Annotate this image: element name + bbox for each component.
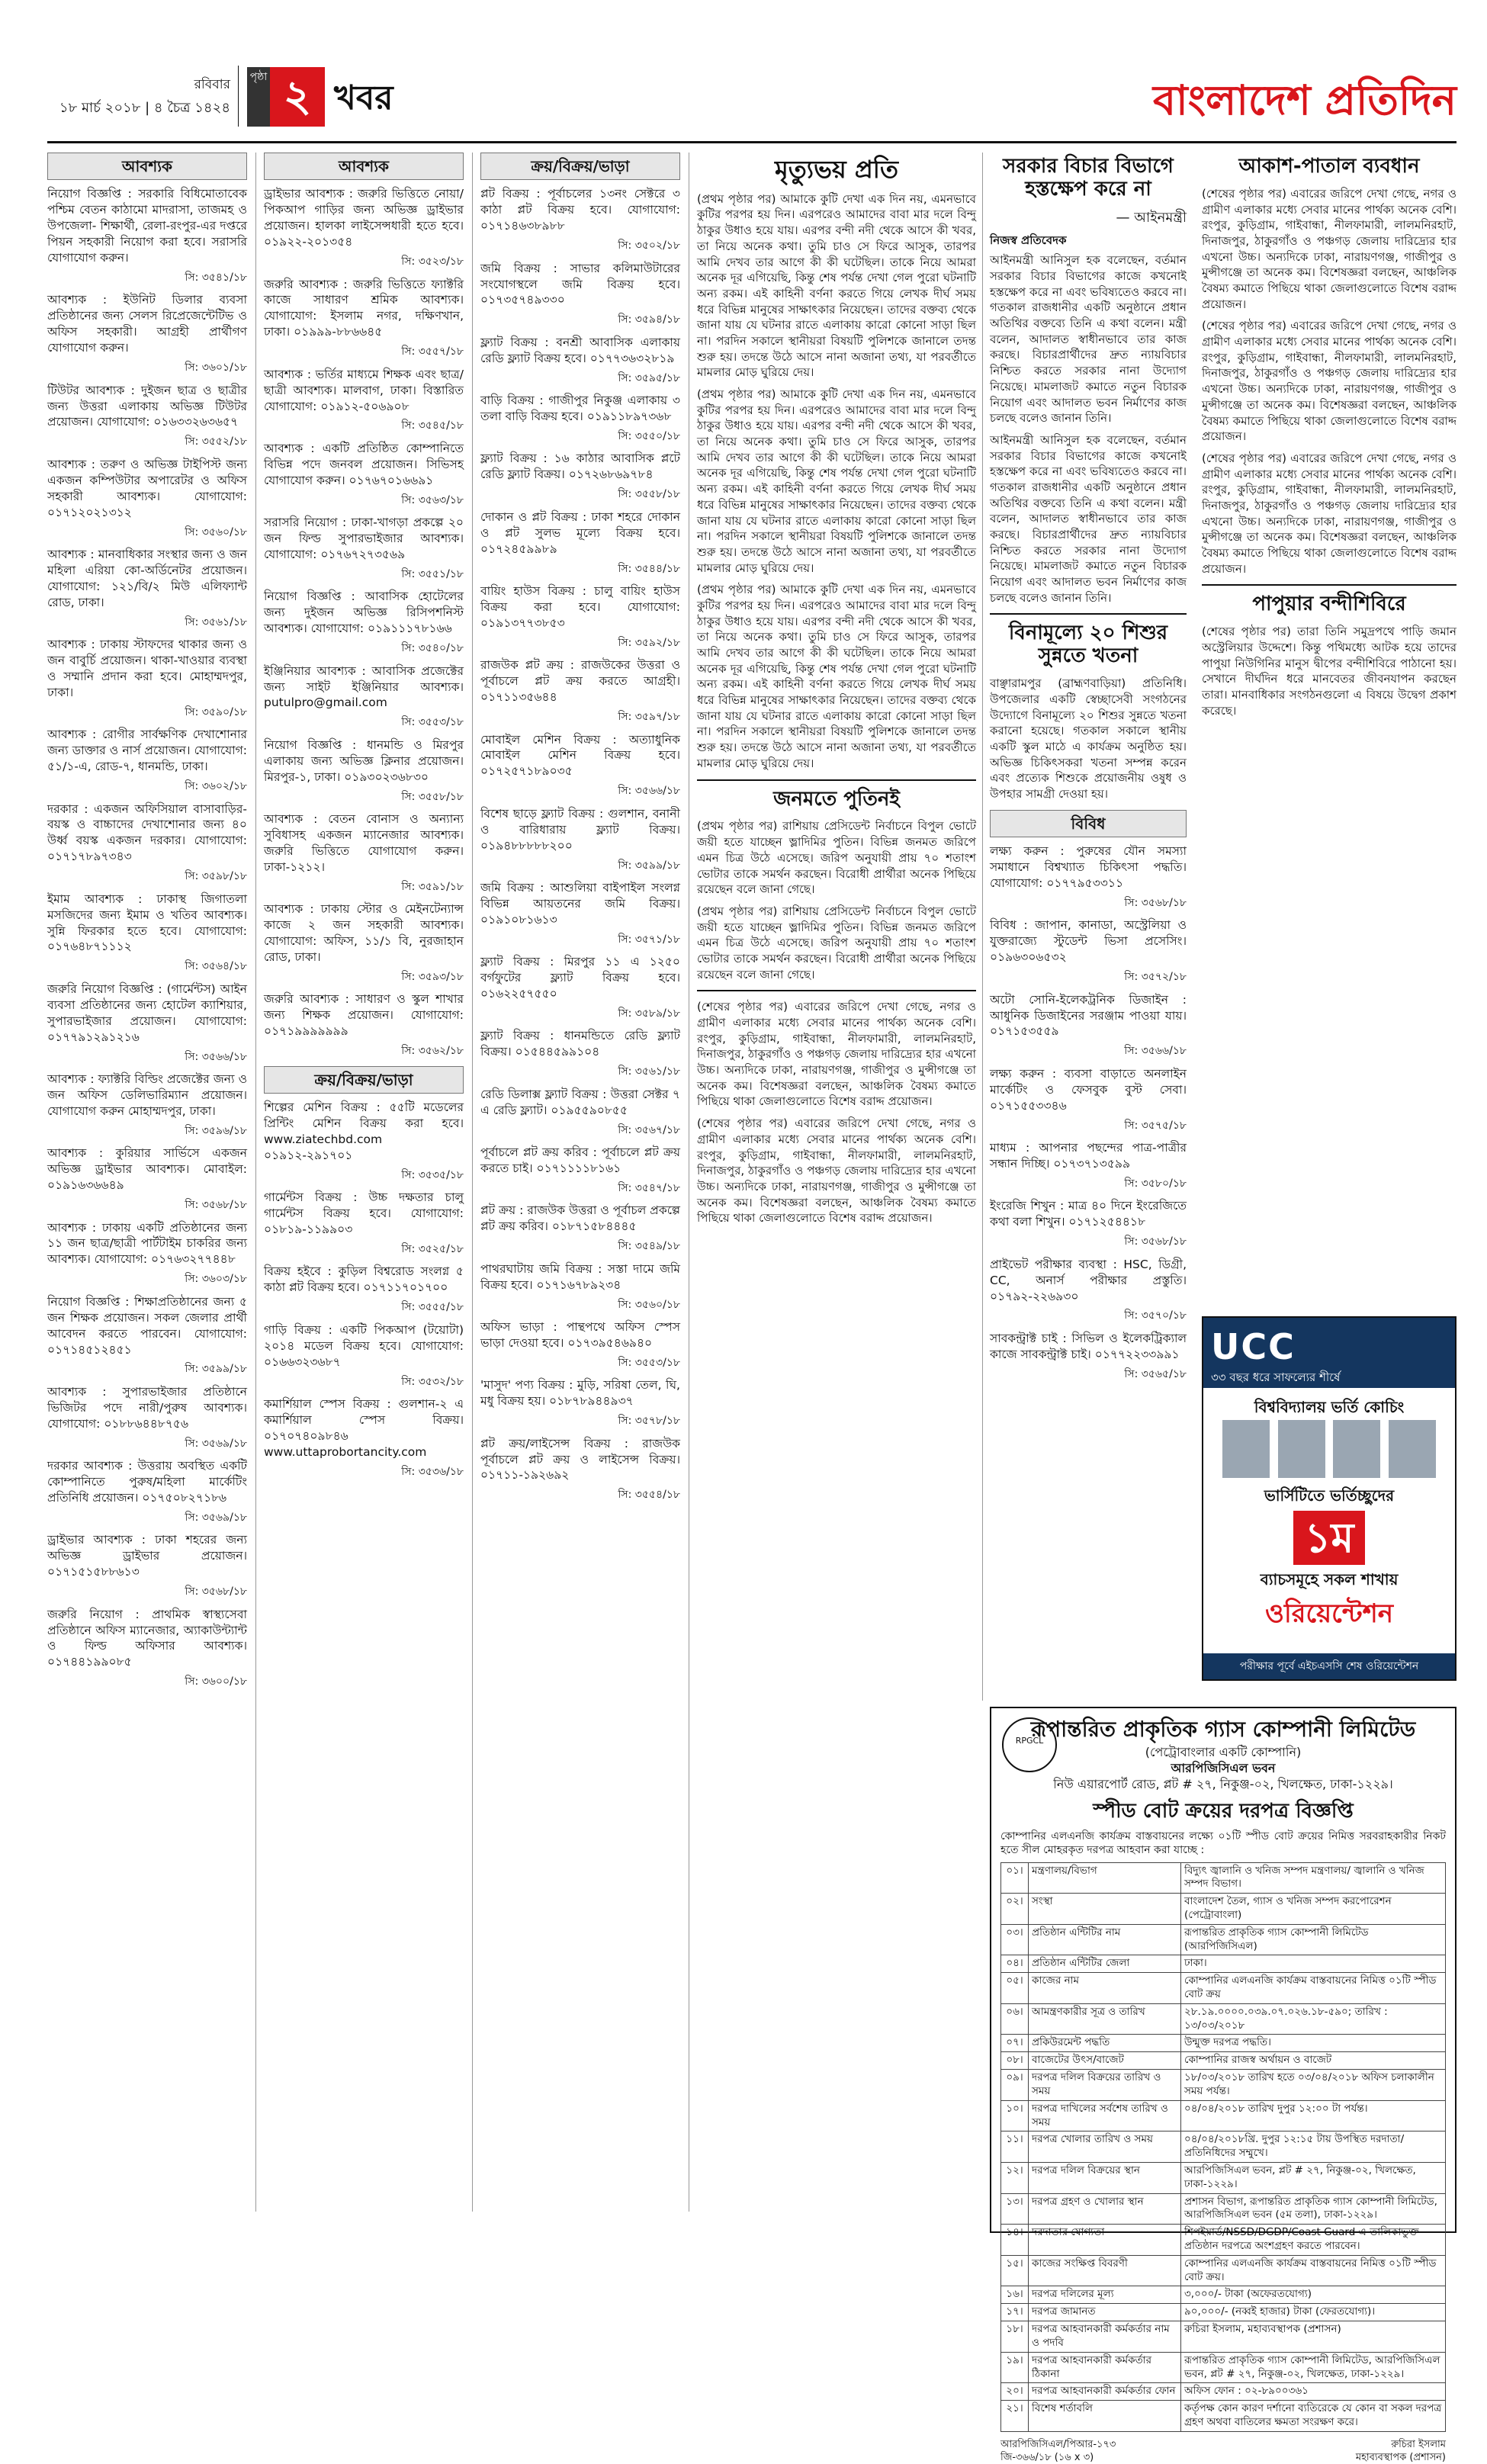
table-cell: দরদাতার যোগ্যতা <box>1029 2225 1181 2256</box>
headline: সরকার বিচার বিভাগে হস্তক্ষেপ করে না <box>1003 155 1174 201</box>
ad-code: সি: ৩৫৭২/১৮ <box>1124 971 1187 984</box>
table-cell: ০৪/০৪/২০১৮ তারিখ দুপুর ১২:০০ টা পর্যন্ত। <box>1181 2100 1446 2132</box>
ad-code: সি: ৩৫৬৯/১৮ <box>185 1437 247 1450</box>
table-cell: ১৮। <box>1001 2321 1029 2353</box>
ad-code: সি: ৩৫৬৯/১৮ <box>185 1511 247 1524</box>
table-cell: ১২। <box>1001 2162 1029 2193</box>
ad-code: সি: ৩৫৬৮/১৮ <box>185 1585 247 1598</box>
table-cell: মন্ত্রণালয়/বিভাগ <box>1029 1862 1181 1894</box>
table-row <box>1001 2304 1446 2321</box>
table-row <box>1001 2225 1446 2256</box>
company-name: রূপান্তরিত প্রাকৃতিক গ্যাস কোম্পানী লিমিটেড <box>1030 1717 1416 1742</box>
table-cell: প্রকিউরমেন্ট পদ্ধতি <box>1029 2035 1181 2052</box>
section-title: খবর <box>334 79 393 117</box>
ad-code: সি: ৩৫৯৩/১৮ <box>401 970 464 983</box>
classified-ad: প্লট ক্রয়/লাইসেন্স বিক্রয় : রাজউক পূর্বাচলে প্লট ক্রয় ও লাইসেন্স বিক্রয়। ০১৭১১-১৯২৬৯২ <box>480 1436 680 1483</box>
classified-ad: জরুরি নিয়োগ বিজ্ঞপ্তি : (গার্মেন্টস) আইন ব্যবসা প্রতিষ্ঠানের জন্য হোটেল ক্যাশিয়ার, সুপারভাইজার প্রয়োজন। যোগাযোগ: ০১৭৭৯১২৯১২১৬ <box>47 981 247 1044</box>
table-cell: দরপত্র দলিল বিক্রয়ের স্থান <box>1029 2162 1181 2193</box>
ad-code: সি: ৩৬০০/১৮ <box>185 1675 247 1688</box>
classified-ad: নিয়োগ বিজ্ঞপ্তি : সরকারি বিধিমোতাবেক পশ্চিম বেতন কাঠামো মাদরাসা, তাজমহ ও উপজেলা- শিক্ষার্থী, রেলা-রংপুর-এর দপ্তরে পিয়ন সহকারী নিয়োগ করা হবে। সরাসরি যোগাযোগ করুন। <box>47 187 247 265</box>
table-cell: ০৪। <box>1001 1955 1029 1973</box>
classified-ad: আবশ্যক : ঢাকায় স্টাফদের থাকার জন্য ও জন বাবুর্চি প্রয়োজন। থাকা-খাওয়ার ব্যবস্থা ও সম্মানি প্রদান করা হবে। মোহাম্মদপুর, ঢাকা। <box>47 638 247 699</box>
classified-ad: আবশ্যক : ফ্যাক্টরি বিল্ডিং প্রজেক্টের জন্য ও জন অফিস ডেলিভারিম্যান প্রয়োজন। যোগাযোগ করুন মোহাম্মদপুর, ঢাকা। <box>47 1072 247 1118</box>
table-row <box>1001 2383 1446 2401</box>
ad-code: সি: ৩৫৯৪/১৮ <box>618 313 680 326</box>
table-row <box>1001 1862 1446 1894</box>
classified-ad: বাড়ি বিক্রয় : গাজীপুর নিকুঞ্জ এলাকায় ৩ তলা বাড়ি বিক্রয় হবে। ০১৯১১৮৯৭৩৬৮ <box>480 394 680 424</box>
ad-code: সি: ৩৫৫০/১৮ <box>618 430 680 443</box>
ad-code: সি: ৩৬০২/১৮ <box>185 780 247 793</box>
table-cell: ০২। <box>1001 1894 1029 1925</box>
table-cell: কাজের সংক্ষিপ্ত বিবরণী <box>1029 2255 1181 2286</box>
table-cell: ২১। <box>1001 2401 1029 2432</box>
ad-code: সি: ৩৫৪০/১৮ <box>401 642 464 655</box>
table-cell: কোম্পানির এলএনজি কার্যক্রম বাস্তবায়নের নিমিত্ত ০১টি স্পীড বোট ক্রয়। <box>1181 2255 1446 2286</box>
table-row <box>1001 2132 1446 2163</box>
classified-ad: 'মাসুদ' পণ্য বিক্রয় : মুড়ি, সরিষা তেল, ঘি, মধু বিক্রয় হয়। ০১৮৭৮৯৪৪৯৩৭ <box>480 1378 680 1409</box>
table-cell: ঢাকা। <box>1181 1955 1446 1973</box>
classified-ad: মোবাইল মেশিন বিক্রয় : অত্যাধুনিক মোবাইল মেশিন বিক্রয় হবে। ০১৭২৫৭১৮৯০৩৫ <box>480 732 680 779</box>
table-cell: কাজের নাম <box>1029 1973 1181 2004</box>
byline: নিজস্ব প্রতিবেদক <box>990 233 1067 247</box>
student-photo <box>1278 1420 1325 1478</box>
article-body: (শেষের পৃষ্ঠার পর) এবারের জরিপে দেখা গেছে, নগর ও গ্রামীণ এলাকার মধ্যে সেবার মানের পার্থক্য অনেক বেশি। রংপুর, কুড়িগ্রাম, গাইবান্ধা, নীলফামারী, লালমনিরহাট, দিনাজপুর, ঠাকুরগাঁও ও পঞ্চগড় জেলায় দারিদ্র্যের হার এখনো উচ্চ। অন্যদিকে ঢাকা, নারায়ণগঞ্জ, গাজীপুর ও মুন্সীগঞ্জে তা অনেক কম। বিশেষজ্ঞরা বলছেন, আঞ্চলিক বৈষম্য কমাতে পিছিয়ে থাকা জেলাগুলোতে বিশেষ বরাদ্দ প্রয়োজন। <box>697 1116 976 1226</box>
table-cell: দরপত্র দলিলের মূল্য <box>1029 2286 1181 2304</box>
ad-code: সি: ৩৫৭০/১৮ <box>1124 1309 1187 1322</box>
article-body: (প্রথম পৃষ্ঠার পর) রাশিয়ায় প্রেসিডেন্ট নির্বাচনে বিপুল ভোটে জয়ী হতে যাচ্ছেন ভ্লাদিমির পুতিন। বিভিন্ন জনমত জরিপে এমন চিত্র উঠে এসেছে। জরিপ অনুযায়ী প্রায় ৭০ শতাংশ ভোটার তাকে সমর্থন করছেন। বিরোধী প্রার্থীরা অনেক পিছিয়ে রয়েছেন বলে জানা গেছে। <box>697 904 976 981</box>
classified-ad: ফ্ল্যাট বিক্রয় : ধানমন্ডিতে রেডি ফ্ল্যাট বিক্রয়। ০১৫৪৪৫৯৯১০৪ <box>480 1029 680 1059</box>
ad-code: সি: ৩৫৬১/১৮ <box>618 1065 680 1078</box>
ad-code: সি: ৩৫৭৮/১৮ <box>618 1415 680 1428</box>
ad-code: সি: ৩৫৪৫/১৮ <box>401 419 464 432</box>
ref-code: আরপিজিসিএল/পিআর-১৭৩ <box>1000 2438 1116 2450</box>
column-heading: আবশ্যক <box>47 153 247 180</box>
divider <box>697 990 976 991</box>
ad-code: সি: ৩৫৮০/১৮ <box>1124 1177 1187 1190</box>
table-row <box>1001 2035 1446 2052</box>
table-row <box>1001 1973 1446 2004</box>
classified-list <box>264 1100 464 1479</box>
classified-ad: আবশ্যক : মানবাধিকার সংস্থার জন্য ও জন মহিলা এরিয়া কো-অর্ডিনেটর প্রয়োজন। যোগাযোগ: ১২১/বি/২ মিউ এলিফ্যান্ট রোড, ঢাকা। <box>47 548 247 609</box>
ad-code: সি: ৩৬০১/১৮ <box>185 361 247 374</box>
table-row <box>1001 2321 1446 2353</box>
headline: জনমতে পুতিনই <box>773 787 900 811</box>
tender-notice <box>990 1707 1456 2463</box>
classified-ad: অফিস ভাড়া : পান্থপথে অফিস স্পেস ভাড়া দেওয়া হবে। ০১৭৩৯৫৪৬৯৪০ <box>480 1320 680 1350</box>
classified-ad: অটো সোনি-ইলেকট্রনিক ডিজাইন : আধুনিক ডিজাইনের সরঞ্জাম পাওয়া যায়। ০১৭১৫৩৫৫৯ <box>990 992 1187 1039</box>
classified-ad: জরুরি নিয়োগ : প্রাথমিক স্বাস্থ্যসেবা প্রতিষ্ঠানে অফিস ম্যানেজার, অ্যাকাউন্ট্যান্ট ও ফিল্ড অফিসার আবশ্যক। ০১৭৪৪১৯৯০৮৫ <box>47 1607 247 1669</box>
table-cell: ৯০,০০০/- (নব্বই হাজার) টাকা (ফেরতযোগ্য)। <box>1181 2304 1446 2321</box>
ucc-line: বিশ্ববিদ্যালয় ভর্তি কোচিং <box>1254 1398 1405 1416</box>
ad-code: সি: ৩৫৯০/১৮ <box>185 705 247 718</box>
table-cell: বিশেষ শর্তাবলি <box>1029 2401 1181 2432</box>
issue-date: ১৮ মার্চ ২০১৮ | ৪ চৈত্র ১৪২৪ <box>59 100 230 116</box>
classified-ad: আবশ্যক : ভর্তির মাধ্যমে শিক্ষক এবং ছাত্র/ছাত্রী আবশ্যক। মালবাগ, ঢাকা। বিস্তারিত যোগাযোগ: ০১৯১২-৫০৬৯০৮ <box>264 367 464 413</box>
column-heading: ক্রয়/বিক্রয়/ভাড়া <box>264 1066 464 1094</box>
student-photo <box>1389 1420 1436 1478</box>
table-cell: শিপইয়ার্ড/NSSD/DGDP/Coast Guard এ তালিকাভুক্ত প্রতিষ্ঠান দরপত্রে অংশগ্রহণ করতে পারবেন। <box>1181 2225 1446 2256</box>
table-cell: কোম্পানির রাজস্ব অর্থায়ন ও বাজেট <box>1181 2052 1446 2070</box>
classified-ad: কমার্শিয়াল স্পেস বিক্রয় : গুলশান-২ এ কমার্শিয়াল স্পেস বিক্রয়। ০১৭০৭৪০৯৮৪৬ www.uttaprobortancity.com <box>264 1396 464 1459</box>
table-cell: ২০। <box>1001 2383 1029 2401</box>
ad-code: সি: ৩৫৮৯/১৮ <box>618 1007 680 1020</box>
table-cell: ১৪। <box>1001 2225 1029 2256</box>
signatory-title: মহাব্যবস্থাপক (প্রশাসন) <box>1355 2451 1446 2463</box>
classified-ad: নিয়োগ বিজ্ঞপ্তি : শিক্ষাপ্রতিষ্ঠানের জন্য ৫ জন শিক্ষক প্রয়োজন। সকল জেলার প্রার্থী আবেদন করতে পারবেন। যোগাযোগ: ০১৭১৪৫১২৪৫১ <box>47 1294 247 1357</box>
classified-ad: দরকার আবশ্যক : উত্তরায় অবস্থিত একটি কোম্পানিতে পুরুষ/মহিলা মার্কেটিং প্রতিনিধি প্রয়োজন। ০১৭৫০৮২৭১৮৬ <box>47 1459 247 1505</box>
ucc-tagline: ৩৩ বছর ধরে সাফল্যের শীর্ষে <box>1211 1370 1341 1384</box>
table-cell: রূপান্তরিত প্রাকৃতিক গ্যাস কোম্পানী লিমিটেড (আরপিজিসিএল) <box>1181 1924 1446 1955</box>
classified-list <box>47 186 247 1688</box>
classified-ad: ফ্ল্যাট বিক্রয় : মিরপুর ১১ এ ১২৫০ বর্গফুটের ফ্ল্যাট বিক্রয় হবে। ০১৬২২৫৭৫৫০ <box>480 955 680 1001</box>
ad-code: সি: ৩৫৭১/১৮ <box>618 933 680 946</box>
table-cell: কর্তৃপক্ষ কোন কারণ দর্শানো ব্যতিরেকে যে কোন বা সকল দরপত্র গ্রহণ অথবা বাতিলের ক্ষমতা সংরক্ষণ করে। <box>1181 2401 1446 2432</box>
ad-code: সি: ৩৫৬০/১৮ <box>618 1298 680 1311</box>
ucc-line: ভার্সিটিতে ভর্তিচ্ছুদের <box>1264 1486 1395 1505</box>
classified-ad: গার্মেন্টস বিক্রয় : উচ্চ দক্ষতার চালু গার্মেন্টস বিক্রয় হবে। যোগাযোগ: ০১৮১৯-১১৯৯০৩ <box>264 1190 464 1237</box>
table-cell: প্রতিষ্ঠান এন্টিটির জেলা <box>1029 1955 1181 1973</box>
column-rule <box>472 153 473 2212</box>
ad-code: সি: ৩৫৫১/১৮ <box>401 567 464 580</box>
table-cell: আমন্ত্রণকারীর সূত্র ও তারিখ <box>1029 2003 1181 2035</box>
ad-code: সি: ৩৫২৩/১৮ <box>401 255 464 268</box>
ucc-orientation: ওরিয়েন্টেশন <box>1265 1598 1393 1630</box>
classified-ad: লক্ষ্য করুন : ব্যবসা বাড়াতে অনলাইন মার্কেটিং ও ফেসবুক বুস্ট সেবা। ০১৭১৫৫৩৩৪৬ <box>990 1066 1187 1113</box>
classified-ad: ড্রাইভার আবশ্যক : ঢাকা শহরের জন্য অভিজ্ঞ ড্রাইভার প্রয়োজন। ০১৭১৫১৫৮৮৬১৩ <box>47 1533 247 1579</box>
classified-column-c <box>480 153 680 1510</box>
article-body: আইনমন্ত্রী আনিসুল হক বলেছেন, বর্তমান সরকার বিচার বিভাগের কাজে কখনোই হস্তক্ষেপ করে না এবং ভবিষ্যতেও করবে না। গতকাল রাজধানীর একটি অনুষ্ঠানে প্রধান অতিথির বক্তব্যে তিনি এ কথা বলেন। মন্ত্রী বলেন, আদালত স্বাধীনভাবে তার কাজ করছে। বিচারপ্রার্থীদের দ্রুত ন্যায়বিচার নিশ্চিত করতে সরকার নানা উদ্যোগ নিয়েছে। মামলাজট কমাতে নতুন বিচারক নিয়োগ এবং আদালত ভবন নির্মাণের কাজ চলছে বলেও জানান তিনি। <box>990 253 1187 426</box>
table-cell: দরপত্র আহবানকারী কর্মকর্তার নাম ও পদবি <box>1029 2321 1181 2353</box>
table-cell: প্রশাসন বিভাগ, রূপান্তরিত প্রাকৃতিক গ্যাস কোম্পানী লিমিটেড, আরপিজিসিএল ভবন (৫ম তলা), ঢাকা-১২২৯। <box>1181 2193 1446 2225</box>
article-body: (শেষের পৃষ্ঠার পর) এবারের জরিপে দেখা গেছে, নগর ও গ্রামীণ এলাকার মধ্যে সেবার মানের পার্থক্য অনেক বেশি। রংপুর, কুড়িগ্রাম, গাইবান্ধা, নীলফামারী, লালমনিরহাট, দিনাজপুর, ঠাকুরগাঁও ও পঞ্চগড় জেলায় দারিদ্র্যের হার এখনো উচ্চ। অন্যদিকে ঢাকা, নারায়ণগঞ্জ, গাজীপুর ও মুন্সীগঞ্জে তা অনেক কম। বিশেষজ্ঞরা বলছেন, আঞ্চলিক বৈষম্য কমাতে পিছিয়ে থাকা জেলাগুলোতে বিশেষ বরাদ্দ প্রয়োজন। <box>1202 186 1456 311</box>
ad-code: সি: ৩৫২৫/১৮ <box>401 1242 464 1255</box>
newspaper-logo: বাংলাদেশ প্রতিদিন <box>1153 75 1456 124</box>
article-body: (শেষের পৃষ্ঠার পর) এবারের জরিপে দেখা গেছে, নগর ও গ্রামীণ এলাকার মধ্যে সেবার মানের পার্থক্য অনেক বেশি। রংপুর, কুড়িগ্রাম, গাইবান্ধা, নীলফামারী, লালমনিরহাট, দিনাজপুর, ঠাকুরগাঁও ও পঞ্চগড় জেলায় দারিদ্র্যের হার এখনো উচ্চ। অন্যদিকে ঢাকা, নারায়ণগঞ্জ, গাজীপুর ও মুন্সীগঞ্জে তা অনেক কম। বিশেষজ্ঞরা বলছেন, আঞ্চলিক বৈষম্য কমাতে পিছিয়ে থাকা জেলাগুলোতে বিশেষ বরাদ্দ প্রয়োজন। <box>1202 451 1456 576</box>
news-column-f <box>1202 153 1456 718</box>
ad-code: সি: ৩৫৯৮/১৮ <box>185 870 247 883</box>
table-cell: ০৭। <box>1001 2035 1029 2052</box>
classified-ad: বিশেষ ছাড়ে ফ্ল্যাট বিক্রয় : গুলশান, বনানী ও বারিধারায় ফ্ল্যাট বিক্রয়। ০১৯৪৮৮৮৮৮২০০ <box>480 806 680 853</box>
classified-ad: আবশ্যক : রোগীর সার্বক্ষণিক দেখাশোনার জন্য ডাক্তার ও নার্স প্রয়োজন। যোগাযোগ: ৫১/১-এ, রোড-৭, ধানমন্ডি, ঢাকা। <box>47 728 247 774</box>
headline: বিনামূল্যে ২০ শিশুর সুন্নতে খতনা <box>1008 622 1168 668</box>
ad-code: সি: ৩৫৩২/১৮ <box>401 1375 464 1388</box>
article-body: (প্রথম পৃষ্ঠার পর) আমাকে কুটি দেখা এক দিন নয়, এমনভাবে কুটির পরপর হয় দিন। এরপরেও আমাদের বাবা মার দলে বিন্দু ঠাকুর উধাও হয়ে যায়। এরপর বন্দী নদী থেকে আসে কী খবর, তা নিয়ে অনেক কথা। তুমি চাও সে ফিরে আসুক, তারপর আমি দেখব তার আগে কী কী ঘটেছিল। তাকে নিয়ে আমরা অনেক দূর এগিয়েছি, কিন্তু শেষ পর্যন্ত দেখা গেল পুরো ঘটনাটি অন্য রকম। এই কাহিনী বর্ণনা করতে গিয়ে লেখক দীর্ঘ সময় ধরে বিভিন্ন মানুষের সাক্ষাৎকার নিয়েছেন। তাদের বক্তব্য থেকে জানা যায় যে ঘটনার রাতে এলাকায় কারো কোনো সাড়া ছিল না। পরদিন সকালে স্থানীয়রা বিষয়টি পুলিশকে জানালে তদন্ত শুরু হয়। তদন্তে উঠে আসে নানা অজানা তথ্য, যা পরবর্তীতে মামলার মোড় ঘুরিয়ে দেয়। <box>697 191 976 380</box>
classified-ad: ড্রাইভার আবশ্যক : জরুরি ভিত্তিতে নোয়া/পিকআপ গাড়ির জন্য অভিজ্ঞ ড্রাইভার প্রয়োজন। হালকা লাইসেন্সধারী হতে হবে। ০১৯২২-২০১৩৫৪ <box>264 187 464 249</box>
classified-ad: আবশ্যক : ঢাকায় স্টোর ও মেইনটেন্যান্স কাজে ২ জন সহকারী আবশ্যক। যোগাযোগ: অফিস, ১১/১ বি, নুরজাহান রোড, ঢাকা। <box>264 902 464 965</box>
classified-ad: দরকার : একজন অফিসিয়াল বাসাবাড়ির-বয়স্ক ও বাচ্চাদের দেখাশোনার জন্য ৪০ উর্ধ্ব বয়স্ক একজন দরকার। যোগাযোগ: ০১৭১৭৮৯৭৩৪৩ <box>47 802 247 864</box>
headline-attribution: — আইনমন্ত্রী <box>1116 209 1187 226</box>
table-cell: দরপত্র আহবানকারী কর্মকর্তার ঠিকানা <box>1029 2352 1181 2383</box>
article-body: (শেষের পৃষ্ঠার পর) তারা তিনি সমুদ্রপথে পাড়ি জমান অস্ট্রেলিয়ার উদ্দেশে। কিন্তু পথিমধ্যে আটক হয়ে তাদের পাপুয়া নিউগিনির মানুস দ্বীপের বন্দীশিবিরে পাঠানো হয়। সেখানে দীর্ঘদিন ধরে মানবেতর জীবনযাপন করছেন তারা। মানবাধিকার সংগঠনগুলো এ বিষয়ে উদ্বেগ প্রকাশ করেছে। <box>1202 625 1456 718</box>
table-cell: ০১। <box>1001 1862 1029 1894</box>
article-body: (প্রথম পৃষ্ঠার পর) আমাকে কুটি দেখা এক দিন নয়, এমনভাবে কুটির পরপর হয় দিন। এরপরেও আমাদের বাবা মার দলে বিন্দু ঠাকুর উধাও হয়ে যায়। এরপর বন্দী নদী থেকে আসে কী খবর, তা নিয়ে অনেক কথা। তুমি চাও সে ফিরে আসুক, তারপর আমি দেখব তার আগে কী কী ঘটেছিল। তাকে নিয়ে আমরা অনেক দূর এগিয়েছি, কিন্তু শেষ পর্যন্ত দেখা গেল পুরো ঘটনাটি অন্য রকম। এই কাহিনী বর্ণনা করতে গিয়ে লেখক দীর্ঘ সময় ধরে বিভিন্ন মানুষের সাক্ষাৎকার নিয়েছেন। তাদের বক্তব্য থেকে জানা যায় যে ঘটনার রাতে এলাকায় কারো কোনো সাড়া ছিল না। পরদিন সকালে স্থানীয়রা বিষয়টি পুলিশকে জানালে তদন্ত শুরু হয়। তদন্তে উঠে আসে নানা অজানা তথ্য, যা পরবর্তীতে মামলার মোড় ঘুরিয়ে দেয়। <box>697 583 976 770</box>
ref-code: জি-৩৬৬/১৮ (১৬ x ৩) <box>1000 2451 1094 2463</box>
classified-ad: প্লট ক্রয় : রাজউক উত্তরা ও পূর্বাচল প্রকল্পে প্লট ক্রয় করিব। ০১৮৭১৫৮৪৪৪৫ <box>480 1203 680 1234</box>
classified-ad: প্লট বিক্রয় : পূর্বাচলের ১৩নং সেক্টরে ৩ কাঠা প্লট বিক্রয় হবে। যোগাযোগ: ০১৭১৪৬৩৮৯৮৮ <box>480 187 680 233</box>
ad-code: সি: ৩৫৯৯/১৮ <box>618 859 680 872</box>
classified-ad: সরাসরি নিয়োগ : ঢাকা-খাগড়া প্রকল্পে ২০ জন ফিল্ড সুপারভাইজার আবশ্যক। যোগাযোগ: ০১৭৬৭২৭৩৫৬৯ <box>264 516 464 562</box>
ad-code: সি: ৩৫৩৬/১৮ <box>401 1465 464 1478</box>
table-row <box>1001 2255 1446 2286</box>
table-cell: প্রতিষ্ঠান এন্টিটির নাম <box>1029 1924 1181 1955</box>
ad-code: সি: ৩৫৫৮/১৮ <box>618 488 680 501</box>
ad-code: সি: ৩৫৭৫/১৮ <box>1124 1119 1187 1132</box>
article-body: (শেষের পৃষ্ঠার পর) এবারের জরিপে দেখা গেছে, নগর ও গ্রামীণ এলাকার মধ্যে সেবার মানের পার্থক্য অনেক বেশি। রংপুর, কুড়িগ্রাম, গাইবান্ধা, নীলফামারী, লালমনিরহাট, দিনাজপুর, ঠাকুরগাঁও ও পঞ্চগড় জেলায় দারিদ্র্যের হার এখনো উচ্চ। অন্যদিকে ঢাকা, নারায়ণগঞ্জ, গাজীপুর ও মুন্সীগঞ্জে তা অনেক কম। বিশেষজ্ঞরা বলছেন, আঞ্চলিক বৈষম্য কমাতে পিছিয়ে থাকা জেলাগুলোতে বিশেষ বরাদ্দ প্রয়োজন। <box>1202 319 1456 444</box>
table-cell: ১৭। <box>1001 2304 1029 2321</box>
classified-list <box>264 186 464 1058</box>
headline: পাপুয়ার বন্দীশিবিরে <box>1252 593 1406 616</box>
table-cell: ১১। <box>1001 2132 1029 2163</box>
article-body: বাঞ্ছারামপুর (ব্রাহ্মণবাড়িয়া) প্রতিনিধি। উপজেলার একটি স্বেচ্ছাসেবী সংগঠনের উদ্যোগে বিনামূল্যে ২০ শিশুর সুন্নতে খতনা করানো হয়েছে। গতকাল সকালে স্থানীয় একটি স্কুল মাঠে এ কার্যক্রম অনুষ্ঠিত হয়। অভিজ্ঞ চিকিৎসকরা খতনা সম্পন্ন করেন এবং প্রত্যেক শিশুকে প্রয়োজনীয় ওষুধ ও উপহার সামগ্রী দেওয়া হয়। <box>990 676 1187 802</box>
table-cell: ০৮। <box>1001 2052 1029 2070</box>
ad-code: সি: ৩৫৬৬/১৮ <box>618 785 680 798</box>
classified-ad: আবশ্যক : বেতন বোনাস ও অন্যান্য সুবিধাসহ একজন ম্যানেজার আবশ্যক। জরুরি ভিত্তিতে যোগাযোগ করুন। ঢাকা-১২১২। <box>264 812 464 874</box>
news-column-d <box>697 153 976 1226</box>
ad-code: সি: ৩৫৪৪/১৮ <box>618 562 680 575</box>
classified-ad: আবশ্যক : ইউনিট ডিলার ব্যবসা প্রতিষ্ঠানের জন্য সেলস রিপ্রেজেন্টেটিভ ও অফিস সহকারী। আগ্রহী প্রার্থীগণ যোগাযোগ করুন। <box>47 293 247 355</box>
ad-code: সি: ৩৫৫৪/১৮ <box>618 1489 680 1502</box>
ad-code: সি: ৩৫৬৮/১৮ <box>1124 1235 1187 1248</box>
table-row <box>1001 2286 1446 2304</box>
column-heading: আবশ্যক <box>264 153 464 180</box>
table-cell: দরপত্র জামানত <box>1029 2304 1181 2321</box>
notice-intro: কোম্পানির এলএনজি কার্যক্রম বাস্তবায়নের লক্ষ্যে ০১টি স্পীড বোট ক্রয়ের নিমিত্ত সরবরাহকারীর নিকট হতে সীল মোহরকৃত দরপত্র আহবান করা যাচ্ছে : <box>1000 1830 1446 1857</box>
ad-code: সি: ৩৫৬৬/১৮ <box>1124 1045 1187 1058</box>
column-heading: বিবিধ <box>990 810 1187 837</box>
table-cell: আরপিজিসিএল ভবন, প্লট # ২৭, নিকুঞ্জ-০২, খিলক্ষেত, ঢাকা-১২২৯। <box>1181 2162 1446 2193</box>
column-heading: ক্রয়/বিক্রয়/ভাড়া <box>480 153 680 180</box>
ad-code: সি: ৩৬০৩/১৮ <box>185 1273 247 1286</box>
table-cell: দরপত্র আহবানকারী কর্মকর্তার ফোন <box>1029 2383 1181 2401</box>
table-cell: ২৮.১৯.০০০০.০৩৯.০৭.০২৬.১৮-৫৯০; তারিখ : ১৩/০৩/২০১৮ <box>1181 2003 1446 2035</box>
ad-code: সি: ৩৫৬২/১৮ <box>401 1045 464 1058</box>
company-logo: RPGCL <box>1002 1717 1057 1772</box>
classified-ad: বায়িং হাউস বিক্রয় : চালু বায়িং হাউস বিক্রয় করা হবে। যোগাযোগ: ০১৯১৩৭৭৩৮৫৩ <box>480 584 680 630</box>
divider <box>697 779 976 781</box>
ad-code: সি: ৩৫৫৭/১৮ <box>401 345 464 358</box>
table-cell: বাজেটের উৎস/বাজেট <box>1029 2052 1181 2070</box>
ad-code: সি: ৩৫৫৮/১৮ <box>401 790 464 803</box>
table-row <box>1001 2100 1446 2132</box>
table-cell: রুচিরা ইসলাম, মহাব্যবস্থাপক (প্রশাসন) <box>1181 2321 1446 2353</box>
ad-code: সি: ৩৫৯২/১৮ <box>618 636 680 649</box>
classified-ad: পূর্বাচলে প্লট ক্রয় করিব : পূর্বাচলে প্লট ক্রয় করতে চাই। ০১৭১১১১৮১৬১ <box>480 1145 680 1175</box>
table-cell: ০৫। <box>1001 1973 1029 2004</box>
divider <box>990 613 1187 615</box>
table-cell: ১৫। <box>1001 2255 1029 2286</box>
classified-list <box>480 186 680 1502</box>
classified-ad: রেডি ডিলাক্স ফ্ল্যাট বিক্রয় : উত্তরা সেক্টর ৭ এ রেডি ফ্ল্যাট। ০১৯৫৫৯০৮৫৫ <box>480 1087 680 1117</box>
ucc-footer: পরীক্ষার পূর্বে এইচএসসি শেষ ওরিয়েন্টেশন <box>1203 1653 1455 1679</box>
classified-ad: ইঞ্জিনিয়ার আবশ্যক : আবাসিক প্রজেক্টের জন্য সাইট ইঞ্জিনিয়ার আবশ্যক। putulpro@gmail.com <box>264 663 464 710</box>
table-cell: ৩,০০০/- টাকা (অফেরতযোগ্য) <box>1181 2286 1446 2304</box>
classified-ad: ইমাম আবশ্যক : ঢাকাস্থ জিগাতলা মসজিদের জন্য ইমাম ও খতিব আবশ্যক। সুন্নি ফিরকার হতে হবে। যোগাযোগ: ০১৭৬৪৮৭১১১২ <box>47 891 247 954</box>
ad-code: সি: ৩৫৬৭/১৮ <box>618 1123 680 1136</box>
classified-list <box>990 843 1187 1381</box>
column-rule <box>982 153 983 1701</box>
classified-ad: জরুরি আবশ্যক : সাধারণ ও স্কুল শাখার জন্য শিক্ষক প্রয়োজন। যোগাযোগ: ০১৭১৯৯৯৯৯৯৯ <box>264 992 464 1039</box>
signatory-name: রুচিরা ইসলাম <box>1391 2438 1446 2450</box>
headline: আকাশ-পাতাল ব্যবধান <box>1238 155 1420 178</box>
masthead-divider <box>238 66 239 127</box>
page-label: পৃষ্ঠা <box>247 67 270 127</box>
newspaper-page <box>47 29 1456 2463</box>
table-row <box>1001 2003 1446 2035</box>
table-cell: অফিস ফোন : ০২-৮৯০০৩৬১ <box>1181 2383 1446 2401</box>
classified-ad: প্রাইভেট পরীক্ষার ব্যবস্থা : HSC, ডিগ্রী, CC, অনার্স পরীক্ষার প্রস্তুতি। ০১৭৯২-২২৬৯৩০ <box>990 1257 1187 1303</box>
table-cell: সংস্থা <box>1029 1894 1181 1925</box>
classified-ad: জরুরি আবশ্যক : জরুরি ভিত্তিতে ফ্যাক্টরি কাজে সাধারণ শ্রমিক আবশ্যক। যোগাযোগ: ইসলাম নগর, দক্ষিণখান, ঢাকা। ০১৯৯৯-৮৮৬৬৪৫ <box>264 277 464 339</box>
news-column-e <box>990 153 1187 1389</box>
ad-code: সি: ৩৫৬৮/১৮ <box>185 1199 247 1212</box>
ad-code: সি: ৩৫৪১/১৮ <box>185 271 247 284</box>
classified-ad: জমি বিক্রয় : সাভার কলিমাউটারের সংযোগস্থলে জমি বিক্রয় হবে। ০১৭৩৫৭৪৯৩৩০ <box>480 261 680 307</box>
ad-code: সি: ৩৫৫৩/১৮ <box>618 1356 680 1369</box>
table-cell: রূপান্তরিত প্রাকৃতিক গ্যাস কোম্পানী লিমিটেড, আরপিজিসিএল ভবন, প্লট # ২৭, নিকুঞ্জ-০২, খিলক্ষেত, ঢাকা-১২২৯। <box>1181 2352 1446 2383</box>
table-cell: ১৩। <box>1001 2193 1029 2225</box>
ad-code: সি: ৩৫৯৬/১৮ <box>185 1124 247 1137</box>
classified-ad: জমি বিক্রয় : আশুলিয়া বাইপাইল সংলগ্ন বিভিন্ন আয়তনের জমি বিক্রয়। ০১৯১০৮১৬১৩ <box>480 880 680 927</box>
ad-code: সি: ৩৫৯১/১৮ <box>401 880 464 893</box>
classified-ad: বিক্রয় হইবে : কুড়িল বিশ্বরোড সংলগ্ন ৫ কাঠা প্লট বিক্রয় হবে। ০১৭১১৭০১৭০০ <box>264 1264 464 1295</box>
table-cell: দরপত্র দলিল বিক্রয়ের তারিখ ও সময় <box>1029 2070 1181 2101</box>
article-body: আইনমন্ত্রী আনিসুল হক বলেছেন, বর্তমান সরকার বিচার বিভাগের কাজে কখনোই হস্তক্ষেপ করে না এবং ভবিষ্যতেও করবে না। গতকাল রাজধানীর একটি অনুষ্ঠানে প্রধান অতিথির বক্তব্যে তিনি এ কথা বলেন। মন্ত্রী বলেন, আদালত স্বাধীনভাবে তার কাজ করছে। বিচারপ্রার্থীদের দ্রুত ন্যায়বিচার নিশ্চিত করতে সরকার নানা উদ্যোগ নিয়েছে। মামলাজট কমাতে নতুন বিচারক নিয়োগ এবং আদালত ভবন নির্মাণের কাজ চলছে বলেও জানান তিনি। <box>990 432 1187 605</box>
student-photo <box>1333 1420 1380 1478</box>
classified-ad: আবশ্যক : কুরিয়ার সার্ভিসে একজন অভিজ্ঞ ড্রাইভার আবশ্যক। মোবাইল: ০১৯১৬৩৬৬৪৯ <box>47 1146 247 1193</box>
ucc-logo: UCC <box>1211 1326 1296 1367</box>
classified-ad: টিউটর আবশ্যক : দুইজন ছাত্র ও ছাত্রীর জন্য উত্তরা এলাকায় অভিজ্ঞ টিউটর প্রয়োজন। যোগাযোগ: ০১৬৩৩২৬৩৬৫৭ <box>47 383 247 429</box>
student-photo <box>1222 1420 1270 1478</box>
ucc-photos <box>1212 1417 1446 1486</box>
ad-code: সি: ৩৫৫৫/১৮ <box>401 1301 464 1314</box>
notice-title: স্পীড বোট ক্রয়ের দরপত্র বিজ্ঞপ্তি <box>1093 1800 1354 1823</box>
ad-code: সি: ৩৫৯৫/১৮ <box>618 371 680 384</box>
company-subtitle: (পেট্রোবাংলার একটি কোম্পানি) <box>1145 1744 1302 1759</box>
divider <box>1202 584 1456 586</box>
table-row <box>1001 1894 1446 1925</box>
table-cell: ০৬। <box>1001 2003 1029 2035</box>
classified-ad: সাবকন্ট্রাক্ট চাই : সিভিল ও ইলেকট্রিক্যাল কাজে সাবকন্ট্রাক্ট চাই। ০১৭৭২২৩৩৯৯১ <box>990 1331 1187 1361</box>
table-cell: ১৯। <box>1001 2352 1029 2383</box>
classified-ad: আবশ্যক : সুপারভাইজার প্রতিষ্ঠানে ভিজিটর পদে নারী/পুরুষ আবশ্যক। যোগাযোগ: ০১৮৮৬৪৪৮৭৫৬ <box>47 1384 247 1431</box>
table-cell: কোম্পানির এলএনজি কার্যক্রম বাস্তবায়নের নিমিত্ত ০১টি স্পীড বোট ক্রয় <box>1181 1973 1446 2004</box>
table-cell: উন্মুক্ত দরপত্র পদ্ধতি। <box>1181 2035 1446 2052</box>
classified-ad: আবশ্যক : ঢাকায় একটি প্রতিষ্ঠানের জন্য ১১ জন ছাত্র/ছাত্রী পার্টটাইম চাকরির জন্য আবশ্যক। যোগাযোগ: ০১৭৬৩২৭৭৪৪৮ <box>47 1220 247 1267</box>
table-row <box>1001 2193 1446 2225</box>
classified-ad: লক্ষ্য করুন : পুরুষের যৌন সমস্যা সমাধানে বিশ্বখ্যাত চিকিৎসা পদ্ধতি। যোগাযোগ: ০১৭৭৯৫৩৩১১ <box>990 844 1187 890</box>
table-row <box>1001 2352 1446 2383</box>
article-body: (শেষের পৃষ্ঠার পর) এবারের জরিপে দেখা গেছে, নগর ও গ্রামীণ এলাকার মধ্যে সেবার মানের পার্থক্য অনেক বেশি। রংপুর, কুড়িগ্রাম, গাইবান্ধা, নীলফামারী, লালমনিরহাট, দিনাজপুর, ঠাকুরগাঁও ও পঞ্চগড় জেলায় দারিদ্র্যের হার এখনো উচ্চ। অন্যদিকে ঢাকা, নারায়ণগঞ্জ, গাজীপুর ও মুন্সীগঞ্জে তা অনেক কম। বিশেষজ্ঞরা বলছেন, আঞ্চলিক বৈষম্য কমাতে পিছিয়ে থাকা জেলাগুলোতে বিশেষ বরাদ্দ প্রয়োজন। <box>697 1000 976 1109</box>
table-row <box>1001 1924 1446 1955</box>
ucc-body <box>1203 1388 1455 1640</box>
classified-column-b <box>264 153 464 1486</box>
ad-code: সি: ৩৫৬৪/১৮ <box>185 960 247 973</box>
table-cell: বিদ্যুৎ জ্বালানি ও খনিজ সম্পদ মন্ত্রণালয়/ জ্বালানি ও খনিজ সম্পদ বিভাগ। <box>1181 1862 1446 1894</box>
table-row <box>1001 2070 1446 2101</box>
table-row <box>1001 2401 1446 2432</box>
ucc-advertisement <box>1202 1316 1456 1681</box>
classified-ad: দোকান ও প্লট বিক্রয় : ঢাকা শহরে দোকান ও প্লট সুলভ মূল্যে বিক্রয় হবে। ০১৭২৪৫৯৯৮৯ <box>480 509 680 556</box>
classified-column-a <box>47 153 247 1697</box>
table-row <box>1001 1955 1446 1973</box>
table-cell: ১৮/০৩/২০১৮ তারিখ হতে ০৩/০৪/২০১৮ অফিস চলাকালীন সময় পর্যন্ত। <box>1181 2070 1446 2101</box>
classified-ad: রাজউক প্লট ক্রয় : রাজউকের উত্তরা ও পূর্বাচলে প্লট ক্রয় করতে আগ্রহী। ০১৭১১৩৫৬৪৪ <box>480 658 680 705</box>
classified-ad: আবশ্যক : তরুণ ও অভিজ্ঞ টাইপিস্ট জন্য একজন কম্পিউটার অপারেটর ও অফিস সহকারী আবশ্যক। যোগাযোগ: ০১৭১২০২১৩১২ <box>47 457 247 519</box>
table-cell: দরপত্র খোলার তারিখ ও সময় <box>1029 2132 1181 2163</box>
ad-code: সি: ৩৫৪৭/১৮ <box>618 1181 680 1194</box>
company-address: নিউ এয়ারপোর্ট রোড, প্লট # ২৭, নিকুঞ্জ-০২, খিলক্ষেত, ঢাকা-১২২৯। <box>1053 1777 1393 1792</box>
ad-code: সি: ৩৫৬৩/১৮ <box>401 493 464 506</box>
company-building: আরপিজিসিএল ভবন <box>1171 1761 1276 1776</box>
table-cell: দরপত্র গ্রহণ ও খোলার স্থান <box>1029 2193 1181 2225</box>
ad-code: সি: ৩৫৬৮/১৮ <box>1124 896 1187 909</box>
table-cell: বাংলাদেশ তৈল, গ্যাস ও খনিজ সম্পদ করপোরেশন (পেট্রোবাংলা) <box>1181 1894 1446 1925</box>
table-cell: দরপত্র দাখিলের সর্বশেষ তারিখ ও সময় <box>1029 2100 1181 2132</box>
classified-ad: আবশ্যক : একটি প্রতিষ্ঠিত কোম্পানিতে বিভিন্ন পদে জনবল প্রয়োজন। সিভিসহ যোগাযোগ করুন। ০১৭৬৭০১৬৬৯১ <box>264 441 464 487</box>
classified-ad: নিয়োগ বিজ্ঞপ্তি : ধানমন্ডি ও মিরপুর এলাকায় জন্য অভিজ্ঞ ক্লিনার প্রয়োজন। মিরপুর-১, ঢাকা। ০১৯৩০২৩৬৮৩০ <box>264 737 464 784</box>
classified-ad: শিল্পের মেশিন বিক্রয় : ৫৫টি মডেলের প্রিন্টিং মেশিন বিক্রয় করা হবে। www.ziatechbd.com ০১৯১২-২৯১৭০১ <box>264 1100 464 1162</box>
ad-code: সি: ৩৫৯৯/১৮ <box>185 1363 247 1376</box>
ucc-badge: ১ম <box>1293 1511 1364 1565</box>
classified-ad: পাথরঘাটায় জমি বিক্রয় : সস্তা দামে জমি বিক্রয় হবে। ০১৭১৬৭৮৯২৩৪ <box>480 1261 680 1292</box>
ucc-header <box>1203 1318 1455 1388</box>
ad-code: সি: ৩৫৬৫/১৮ <box>1124 1367 1187 1380</box>
table-cell: ০৯। <box>1001 2070 1029 2101</box>
classified-ad: গাড়ি বিক্রয় : একটি পিকআপ (টয়োটা) ২০১৪ মডেল বিক্রয় হবে। যোগাযোগ: ০১৬৬৩২৩৬৮৭ <box>264 1322 464 1369</box>
ad-code: সি: ৩৫৬৬/১৮ <box>185 1050 247 1063</box>
table-cell: ০৪/০৪/২০১৮খ্রি. দুপুর ১২:১৫ টায় উপস্থিত দরদাতা/প্রতিনিধিদের সম্মুখে। <box>1181 2132 1446 2163</box>
ad-code: সি: ৩৫৯৭/১৮ <box>618 711 680 724</box>
ad-code: সি: ৩৫৫২/১৮ <box>185 435 247 448</box>
table-row <box>1001 2162 1446 2193</box>
classified-ad: ফ্ল্যাট বিক্রয় : বনশ্রী আবাসিক এলাকায় রেডি ফ্ল্যাট বিক্রয় হবে। ০১৭৭৩৬৩২৮১৯ <box>480 335 680 365</box>
tender-table <box>1000 1862 1446 2432</box>
tender-footer <box>1000 2438 1446 2464</box>
article-body: (প্রথম পৃষ্ঠার পর) রাশিয়ায় প্রেসিডেন্ট নির্বাচনে বিপুল ভোটে জয়ী হতে যাচ্ছেন ভ্লাদিমির পুতিন। বিভিন্ন জনমত জরিপে এমন চিত্র উঠে এসেছে। জরিপ অনুযায়ী প্রায় ৭০ শতাংশ ভোটার তাকে সমর্থন করছেন। বিরোধী প্রার্থীরা অনেক পিছিয়ে রয়েছেন বলে জানা গেছে। <box>697 819 976 897</box>
classified-ad: ইংরেজি শিখুন : মাত্র ৪০ দিনে ইংরেজিতে কথা বলা শিখুন। ০১৭১২৫৪৪১৮ <box>990 1199 1187 1229</box>
ad-code: সি: ৩৫০২/১৮ <box>618 239 680 252</box>
ad-code: সি: ৩৫৬০/১৮ <box>185 525 247 538</box>
ad-code: সি: ৩৫৪৯/১৮ <box>618 1240 680 1253</box>
table-cell: ১৬। <box>1001 2286 1029 2304</box>
classified-ad: ফ্ল্যাট বিক্রয় : ১৬ কাঠার আবাসিক প্লটে রেডি ফ্ল্যাট বিক্রয়। ০১৭২৬৮৬৯৭৮৪ <box>480 451 680 482</box>
table-row <box>1001 2052 1446 2070</box>
ucc-line: ব্যাচসমূহে সকল শাখায় <box>1260 1569 1399 1589</box>
ad-code: সি: ৩৫৩৫/১৮ <box>401 1168 464 1181</box>
headline: মৃত্যুভয় প্রতি <box>775 155 898 184</box>
table-cell: ১০। <box>1001 2100 1029 2132</box>
issue-day: রবিবার <box>194 77 230 92</box>
ad-code: সি: ৩৫৬১/১৮ <box>185 615 247 628</box>
ad-code: সি: ৩৫৫৩/১৮ <box>401 716 464 729</box>
article-body: (প্রথম পৃষ্ঠার পর) আমাকে কুটি দেখা এক দিন নয়, এমনভাবে কুটির পরপর হয় দিন। এরপরেও আমাদের বাবা মার দলে বিন্দু ঠাকুর উধাও হয়ে যায়। এরপর বন্দী নদী থেকে আসে কী খবর, তা নিয়ে অনেক কথা। তুমি চাও সে ফিরে আসুক, তারপর আমি দেখব তার আগে কী কী ঘটেছিল। তাকে নিয়ে আমরা অনেক দূর এগিয়েছি, কিন্তু শেষ পর্যন্ত দেখা গেল পুরো ঘটনাটি অন্য রকম। এই কাহিনী বর্ণনা করতে গিয়ে লেখক দীর্ঘ সময় ধরে বিভিন্ন মানুষের সাক্ষাৎকার নিয়েছেন। তাদের বক্তব্য থেকে জানা যায় যে ঘটনার রাতে এলাকায় কারো কোনো সাড়া ছিল না। পরদিন সকালে স্থানীয়রা বিষয়টি পুলিশকে জানালে তদন্ত শুরু হয়। তদন্তে উঠে আসে নানা অজানা তথ্য, যা পরবর্তীতে মামলার মোড় ঘুরিয়ে দেয়। <box>697 387 976 575</box>
classified-ad: মাধ্যম : আপনার পছন্দের পাত্র-পাত্রীর সন্ধান দিচ্ছি। ০১৭৩৭১৩৫৯৯ <box>990 1141 1187 1171</box>
table-cell: ০৩। <box>1001 1924 1029 1955</box>
classified-ad: নিয়োগ বিজ্ঞপ্তি : আবাসিক হোটেলের জন্য দুইজন অভিজ্ঞ রিসিপশনিস্ট আবশ্যক। যোগাযোগ: ০১৯১১১৭৮১৬৬ <box>264 589 464 636</box>
classified-ad: বিবিধ : জাপান, কানাডা, অস্ট্রেলিয়া ও যুক্তরাজ্যে স্টুডেন্ট ভিসা প্রসেসিং। ০১৯৬৩০৬৫৩২ <box>990 918 1187 965</box>
masthead <box>47 29 1456 143</box>
column-rule <box>255 153 256 2212</box>
page-number: ২ <box>270 67 325 127</box>
